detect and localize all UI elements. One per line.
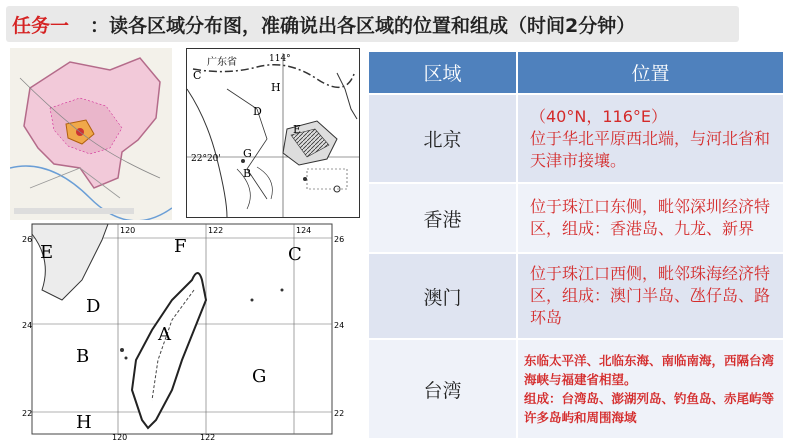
region-name-macau: 澳门 [368,253,517,339]
regions-table [367,50,785,440]
tw-lat-right-24: 24 [334,321,344,330]
tw-letter-c: C [288,244,302,265]
tw-letter-f: F [174,236,187,257]
hk-letter-h: H [271,81,281,94]
table-row [368,339,784,439]
table-row [368,94,784,183]
header-position: 位置 [517,51,784,94]
region-position-hongkong: 位于珠江口东侧，毗邻深圳经济特区，组成：香港岛、九龙、新界 [517,183,784,253]
hk-lon-label: 114° [269,54,291,64]
region-name-taiwan: 台湾 [368,339,517,439]
tw-letter-a: A [158,324,171,345]
tw-lat-left-26: 26 [22,235,33,244]
tw-letter-h: H [76,412,92,433]
hk-lat-label: 22°20' [191,154,221,164]
beijing-map [10,48,172,220]
hk-letter-e: E [293,123,302,136]
task-title-lead: 任务一 [12,15,70,37]
table-row [368,183,784,253]
table-row [368,253,784,339]
tw-lat-right-22: 22 [334,409,344,418]
region-position-macau: 位于珠江口西侧，毗邻珠海经济特区，组成：澳门半岛、氹仔岛、路环岛 [517,253,784,339]
tw-lon-top-122: 122 [208,226,224,235]
tw-letter-g: G [252,366,267,387]
hk-letter-g: G [243,147,252,160]
header-region: 区域 [368,51,517,94]
taiwan-map [22,220,344,442]
region-position-taiwan: 东临太平洋、北临东海、南临南海，西隔台湾海峡与福建省相望。 组成：台湾岛、澎湖列岛、钓鱼岛、赤尾屿等许多岛屿和周围海域 [517,339,784,439]
tw-lon-top-124: 124 [296,226,312,235]
hong-kong-map [186,48,360,218]
tw-lat-right-26: 26 [334,235,344,244]
hk-province-label: 广东省 [207,57,237,68]
hk-letter-c: C [193,69,202,82]
task-title-bar [6,6,739,42]
tw-letter-e: E [40,242,54,263]
task-title-text: ：读各区域分布图，准确说出各区域的位置和组成（时间2分钟） [90,15,636,37]
tw-lat-left-24: 24 [22,321,33,330]
region-name-hongkong: 香港 [368,183,517,253]
tw-lon-bottom-120: 120 [112,433,128,442]
hk-letter-b: B [243,167,252,180]
table-header-row [368,51,784,94]
tw-letter-b: B [76,346,90,367]
tw-lat-left-22: 22 [22,409,33,418]
tw-letter-d: D [86,296,101,317]
tw-lon-top-120: 120 [120,226,136,235]
region-position-beijing: （40°N，116°E） 位于华北平原西北端，与河北省和天津市接壤。 [517,94,784,183]
tw-lon-bottom-122: 122 [200,433,216,442]
region-name-beijing: 北京 [368,94,517,183]
hk-letter-d: D [253,105,262,118]
